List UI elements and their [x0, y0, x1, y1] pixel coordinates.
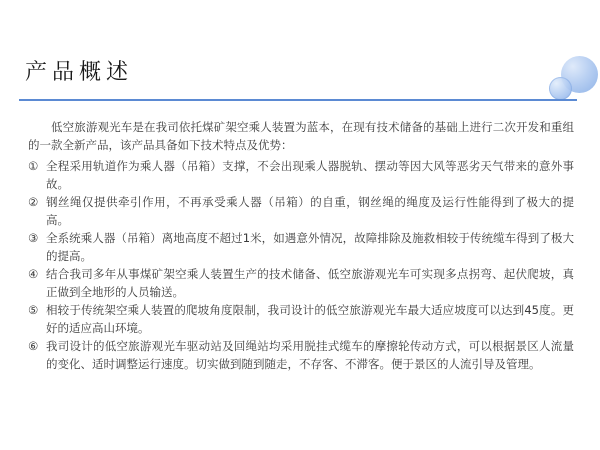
intro-paragraph: 低空旅游观光车是在我司依托煤矿架空乘人装置为蓝本，在现有技术储备的基础上进行二次开发和重组的一款全新产品，该产品具备如下技术特点及优势： [28, 120, 574, 152]
title-underline [19, 99, 577, 101]
feature-item [28, 193, 574, 229]
slide-body [28, 118, 574, 373]
feature-text: 结合我司多年从事煤矿架空乘人装置生产的技术储备、低空旅游观光车可实现多点拐弯、起伏爬坡，真正做到全地形的人员输送。 [46, 267, 574, 299]
feature-number: ⑥ [28, 339, 39, 353]
feature-item [28, 265, 574, 301]
feature-item [28, 301, 574, 337]
feature-text: 全程采用轨道作为乘人器（吊箱）支撑，不会出现乘人器脱轨、摆动等因大风等恶劣天气带来的意外事故。 [46, 159, 574, 191]
feature-number: ① [28, 159, 39, 173]
feature-text: 全系统乘人器（吊箱）离地高度不超过1米，如遇意外情况，故障排除及施救相较于传统缆车得到了极大的提高。 [46, 231, 574, 263]
feature-text: 钢丝绳仅提供牵引作用，不再承受乘人器（吊箱）的自重，钢丝绳的绳度及运行性能得到了极大的提高。 [46, 195, 574, 227]
feature-number: ③ [28, 231, 39, 245]
decorative-circle-small [549, 77, 572, 100]
feature-item [28, 229, 574, 265]
feature-item [28, 157, 574, 193]
slide-title: 产品概述 [25, 60, 134, 85]
feature-text: 我司设计的低空旅游观光车驱动站及回绳站均采用脱挂式缆车的摩擦轮传动方式，可以根据景区人流量的变化、适时调整运行速度。切实做到随到随走，不存客、不滞客。便于景区的人流引导及管理。 [46, 339, 574, 371]
feature-number: ④ [28, 267, 39, 281]
feature-number: ⑤ [28, 303, 39, 317]
feature-item [28, 337, 574, 373]
feature-number: ② [28, 195, 39, 209]
feature-text: 相较于传统架空乘人装置的爬坡角度限制，我司设计的低空旅游观光车最大适应坡度可以达到45度。更好的适应高山环境。 [46, 303, 574, 335]
